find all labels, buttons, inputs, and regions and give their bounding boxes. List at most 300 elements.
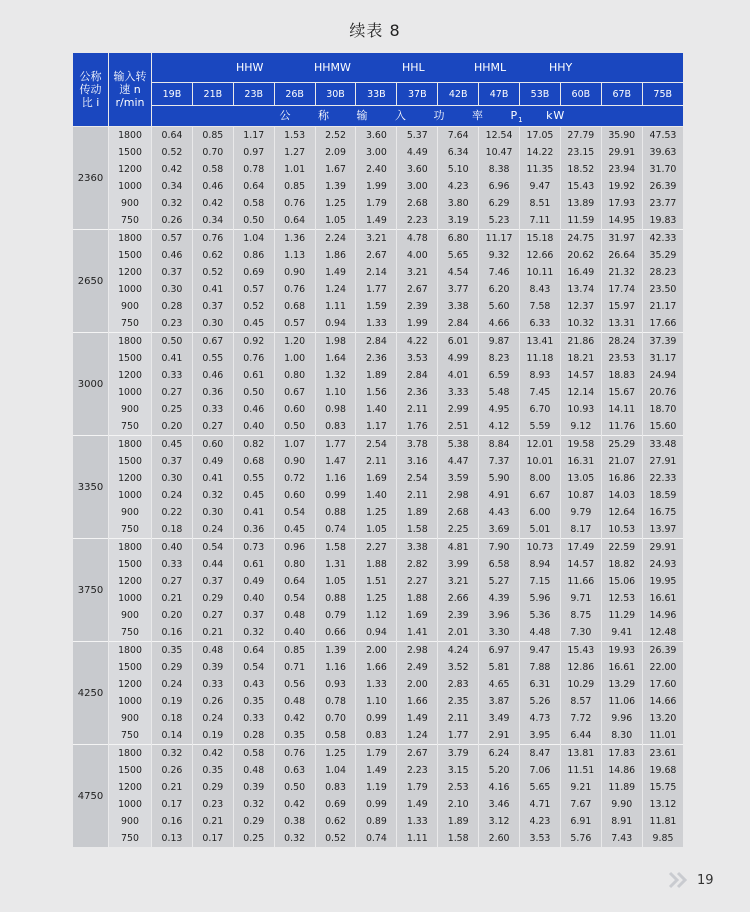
power-value-cell: 0.67 xyxy=(274,384,315,401)
power-value-cell: 5.60 xyxy=(479,298,520,315)
power-value-cell: 0.38 xyxy=(274,813,315,830)
power-value-cell: 9.32 xyxy=(479,247,520,264)
power-value-cell: 1.33 xyxy=(397,813,438,830)
power-value-cell: 7.46 xyxy=(479,264,520,281)
table-row xyxy=(73,281,684,298)
power-value-cell: 0.64 xyxy=(274,573,315,590)
speed-cell: 1800 xyxy=(109,333,152,351)
table-row xyxy=(73,624,684,642)
power-value-cell: 0.35 xyxy=(274,727,315,745)
power-value-cell: 18.59 xyxy=(642,487,683,504)
power-value-cell: 0.97 xyxy=(233,144,274,161)
size-header-cell: 23B xyxy=(233,83,274,106)
ratio-cell: 3000 xyxy=(73,333,109,436)
table-row xyxy=(73,487,684,504)
power-value-cell: 0.96 xyxy=(274,539,315,557)
power-value-cell: 0.90 xyxy=(274,264,315,281)
power-value-cell: 28.23 xyxy=(642,264,683,281)
power-value-cell: 27.79 xyxy=(560,127,601,145)
power-value-cell: 9.71 xyxy=(560,590,601,607)
power-value-cell: 1.27 xyxy=(274,144,315,161)
power-value-cell: 0.66 xyxy=(315,624,356,642)
power-value-cell: 0.55 xyxy=(192,350,233,367)
power-value-cell: 0.83 xyxy=(315,779,356,796)
power-value-cell: 4.78 xyxy=(397,230,438,248)
power-value-cell: 0.46 xyxy=(233,401,274,418)
power-value-cell: 2.36 xyxy=(397,384,438,401)
power-value-cell: 0.13 xyxy=(152,830,193,847)
power-value-cell: 16.86 xyxy=(601,470,642,487)
power-value-cell: 1.41 xyxy=(397,624,438,642)
power-value-cell: 11.35 xyxy=(520,161,561,178)
power-value-cell: 14.96 xyxy=(642,607,683,624)
power-value-cell: 4.91 xyxy=(479,487,520,504)
power-value-cell: 13.97 xyxy=(642,521,683,539)
power-value-cell: 0.60 xyxy=(192,436,233,454)
power-value-cell: 1.66 xyxy=(356,659,397,676)
speed-cell: 750 xyxy=(109,830,152,847)
power-char: 率 xyxy=(471,109,484,123)
power-value-cell: 8.43 xyxy=(520,281,561,298)
power-value-cell: 6.44 xyxy=(560,727,601,745)
ratio-header-line-3: 比 i xyxy=(81,96,100,109)
power-value-cell: 2.52 xyxy=(315,127,356,145)
table-row xyxy=(73,161,684,178)
power-value-cell: 13.12 xyxy=(642,796,683,813)
power-value-cell: 0.27 xyxy=(192,418,233,436)
power-value-cell: 6.01 xyxy=(438,333,479,351)
power-value-cell: 0.40 xyxy=(152,539,193,557)
power-value-cell: 47.53 xyxy=(642,127,683,145)
power-value-cell: 1.79 xyxy=(356,745,397,763)
table-row xyxy=(73,693,684,710)
power-value-cell: 0.80 xyxy=(274,556,315,573)
power-value-cell: 3.52 xyxy=(438,659,479,676)
power-value-cell: 0.35 xyxy=(152,642,193,660)
power-value-cell: 0.23 xyxy=(192,796,233,813)
power-value-cell: 1.10 xyxy=(315,384,356,401)
power-value-cell: 12.37 xyxy=(560,298,601,315)
speed-cell: 1200 xyxy=(109,470,152,487)
power-value-cell: 5.38 xyxy=(438,436,479,454)
power-value-cell: 4.12 xyxy=(479,418,520,436)
power-value-cell: 0.40 xyxy=(233,590,274,607)
power-value-cell: 0.78 xyxy=(315,693,356,710)
power-value-cell: 2.67 xyxy=(397,281,438,298)
power-value-cell: 1.39 xyxy=(315,642,356,660)
power-value-cell: 31.97 xyxy=(601,230,642,248)
power-value-cell: 0.41 xyxy=(192,281,233,298)
size-header-cell: 37B xyxy=(397,83,438,106)
power-value-cell: 15.18 xyxy=(520,230,561,248)
table-row xyxy=(73,470,684,487)
power-value-cell: 0.42 xyxy=(274,710,315,727)
power-value-cell: 4.16 xyxy=(479,779,520,796)
power-value-cell: 0.16 xyxy=(152,813,193,830)
speed-cell: 750 xyxy=(109,418,152,436)
power-value-cell: 0.43 xyxy=(233,676,274,693)
power-value-cell: 27.91 xyxy=(642,453,683,470)
power-value-cell: 0.32 xyxy=(152,195,193,212)
power-value-cell: 2.11 xyxy=(397,401,438,418)
power-value-cell: 0.21 xyxy=(192,624,233,642)
power-value-cell: 3.53 xyxy=(397,350,438,367)
power-value-cell: 2.39 xyxy=(397,298,438,315)
power-value-cell: 0.62 xyxy=(315,813,356,830)
power-value-cell: 1.89 xyxy=(356,367,397,384)
power-value-cell: 1.77 xyxy=(438,727,479,745)
power-value-cell: 0.42 xyxy=(152,161,193,178)
power-value-cell: 2.00 xyxy=(397,676,438,693)
power-value-cell: 6.80 xyxy=(438,230,479,248)
power-value-cell: 24.94 xyxy=(642,367,683,384)
power-value-cell: 12.48 xyxy=(642,624,683,642)
speed-column-header xyxy=(109,53,152,127)
power-value-cell: 0.25 xyxy=(152,401,193,418)
power-value-cell: 9.47 xyxy=(520,178,561,195)
power-value-cell: 19.95 xyxy=(642,573,683,590)
ratio-header-line-2: 传动 xyxy=(79,83,102,96)
table-row xyxy=(73,556,684,573)
power-value-cell: 0.52 xyxy=(152,144,193,161)
power-value-cell: 6.97 xyxy=(479,642,520,660)
power-value-cell: 0.50 xyxy=(274,779,315,796)
power-value-cell: 7.45 xyxy=(520,384,561,401)
power-value-cell: 0.80 xyxy=(274,367,315,384)
power-value-cell: 2.11 xyxy=(438,710,479,727)
power-value-cell: 0.20 xyxy=(152,418,193,436)
power-value-cell: 9.90 xyxy=(601,796,642,813)
power-value-cell: 26.39 xyxy=(642,178,683,195)
power-value-cell: 7.37 xyxy=(479,453,520,470)
power-value-cell: 12.86 xyxy=(560,659,601,676)
power-value-cell: 28.24 xyxy=(601,333,642,351)
table-row xyxy=(73,212,684,230)
power-value-cell: 4.01 xyxy=(438,367,479,384)
power-value-cell: 0.61 xyxy=(233,556,274,573)
speed-cell: 900 xyxy=(109,504,152,521)
speed-cell: 900 xyxy=(109,298,152,315)
power-value-cell: 1.98 xyxy=(315,333,356,351)
power-value-cell: 21.17 xyxy=(642,298,683,315)
table-row xyxy=(73,762,684,779)
speed-cell: 1800 xyxy=(109,539,152,557)
power-value-cell: 2.00 xyxy=(356,642,397,660)
power-value-cell: 9.41 xyxy=(601,624,642,642)
power-value-cell: 31.17 xyxy=(642,350,683,367)
rated-power-header xyxy=(152,106,684,127)
power-value-cell: 11.89 xyxy=(601,779,642,796)
power-value-cell: 0.68 xyxy=(274,298,315,315)
table-row xyxy=(73,178,684,195)
power-value-cell: 0.28 xyxy=(152,298,193,315)
power-value-cell: 0.41 xyxy=(152,350,193,367)
speed-cell: 1800 xyxy=(109,745,152,763)
power-value-cell: 0.76 xyxy=(274,745,315,763)
power-value-cell: 1.33 xyxy=(356,315,397,333)
power-value-cell: 18.83 xyxy=(601,367,642,384)
speed-cell: 1500 xyxy=(109,556,152,573)
power-value-cell: 3.60 xyxy=(356,127,397,145)
power-value-cell: 2.67 xyxy=(397,745,438,763)
power-value-cell: 0.50 xyxy=(152,333,193,351)
power-value-cell: 0.17 xyxy=(152,796,193,813)
power-value-cell: 7.11 xyxy=(520,212,561,230)
power-value-cell: 8.84 xyxy=(479,436,520,454)
power-value-cell: 13.81 xyxy=(560,745,601,763)
power-value-cell: 0.21 xyxy=(192,813,233,830)
power-value-cell: 2.82 xyxy=(397,556,438,573)
size-header-cell: 21B xyxy=(192,83,233,106)
power-value-cell: 0.30 xyxy=(152,281,193,298)
table-row xyxy=(73,367,684,384)
power-value-cell: 13.74 xyxy=(560,281,601,298)
power-unit: kW xyxy=(546,109,566,123)
power-value-cell: 17.05 xyxy=(520,127,561,145)
model-groups-header xyxy=(152,53,684,83)
table-row xyxy=(73,401,684,418)
power-value-cell: 1.13 xyxy=(274,247,315,264)
power-value-cell: 0.58 xyxy=(233,195,274,212)
power-value-cell: 21.86 xyxy=(560,333,601,351)
power-value-cell: 11.17 xyxy=(479,230,520,248)
power-value-cell: 6.96 xyxy=(479,178,520,195)
power-value-cell: 37.39 xyxy=(642,333,683,351)
power-value-cell: 0.14 xyxy=(152,727,193,745)
power-value-cell: 0.28 xyxy=(233,727,274,745)
power-value-cell: 0.58 xyxy=(192,161,233,178)
group-label-hhml: HHML xyxy=(474,61,507,74)
power-value-cell: 3.87 xyxy=(479,693,520,710)
power-value-cell: 0.32 xyxy=(233,624,274,642)
power-value-cell: 0.50 xyxy=(233,384,274,401)
power-value-cell: 0.76 xyxy=(274,195,315,212)
power-value-cell: 22.33 xyxy=(642,470,683,487)
power-value-cell: 6.58 xyxy=(479,556,520,573)
power-value-cell: 0.99 xyxy=(356,710,397,727)
power-value-cell: 26.39 xyxy=(642,642,683,660)
table-row xyxy=(73,504,684,521)
power-value-cell: 0.41 xyxy=(233,504,274,521)
power-value-cell: 0.89 xyxy=(356,813,397,830)
power-value-cell: 0.83 xyxy=(356,727,397,745)
power-value-cell: 29.91 xyxy=(601,144,642,161)
power-value-cell: 18.82 xyxy=(601,556,642,573)
power-value-cell: 1.89 xyxy=(438,813,479,830)
power-value-cell: 0.64 xyxy=(233,178,274,195)
power-value-cell: 15.97 xyxy=(601,298,642,315)
power-value-cell: 8.23 xyxy=(479,350,520,367)
power-value-cell: 2.51 xyxy=(438,418,479,436)
power-value-cell: 23.77 xyxy=(642,195,683,212)
power-char: 入 xyxy=(394,109,407,123)
power-value-cell: 2.09 xyxy=(315,144,356,161)
power-value-cell: 0.46 xyxy=(152,247,193,264)
power-value-cell: 0.79 xyxy=(315,607,356,624)
power-value-cell: 0.37 xyxy=(152,264,193,281)
table-row xyxy=(73,727,684,745)
speed-cell: 1000 xyxy=(109,281,152,298)
page-number: 19 xyxy=(697,873,714,888)
power-value-cell: 6.70 xyxy=(520,401,561,418)
power-value-cell: 4.95 xyxy=(479,401,520,418)
ratio-cell: 2360 xyxy=(73,127,109,230)
power-value-cell: 21.07 xyxy=(601,453,642,470)
speed-cell: 1200 xyxy=(109,676,152,693)
power-value-cell: 0.42 xyxy=(192,195,233,212)
power-value-cell: 0.26 xyxy=(152,212,193,230)
power-value-cell: 0.93 xyxy=(315,676,356,693)
power-value-cell: 0.54 xyxy=(233,659,274,676)
power-value-cell: 0.29 xyxy=(233,813,274,830)
speed-cell: 1500 xyxy=(109,659,152,676)
power-value-cell: 2.84 xyxy=(356,333,397,351)
power-value-cell: 2.25 xyxy=(438,521,479,539)
speed-cell: 750 xyxy=(109,624,152,642)
power-value-cell: 1.17 xyxy=(233,127,274,145)
power-value-cell: 0.85 xyxy=(192,127,233,145)
power-value-cell: 7.43 xyxy=(601,830,642,847)
power-value-cell: 4.23 xyxy=(520,813,561,830)
power-value-cell: 0.29 xyxy=(192,779,233,796)
power-value-cell: 2.11 xyxy=(356,453,397,470)
table-row xyxy=(73,333,684,351)
power-value-cell: 5.10 xyxy=(438,161,479,178)
power-value-cell: 7.64 xyxy=(438,127,479,145)
power-value-cell: 5.26 xyxy=(520,693,561,710)
speed-header-line-2: 速 n xyxy=(119,83,141,96)
power-value-cell: 0.57 xyxy=(233,281,274,298)
power-value-cell: 2.68 xyxy=(438,504,479,521)
power-char: 公 xyxy=(279,109,292,123)
table-row xyxy=(73,384,684,401)
power-value-cell: 0.24 xyxy=(192,521,233,539)
power-value-cell: 8.17 xyxy=(560,521,601,539)
power-value-cell: 0.62 xyxy=(192,247,233,264)
power-value-cell: 4.54 xyxy=(438,264,479,281)
power-value-cell: 3.96 xyxy=(479,607,520,624)
power-value-cell: 9.12 xyxy=(560,418,601,436)
power-value-cell: 2.60 xyxy=(479,830,520,847)
power-value-cell: 0.37 xyxy=(192,573,233,590)
power-value-cell: 29.91 xyxy=(642,539,683,557)
power-value-cell: 4.49 xyxy=(397,144,438,161)
power-value-cell: 9.47 xyxy=(520,642,561,660)
power-value-cell: 6.67 xyxy=(520,487,561,504)
power-value-cell: 7.30 xyxy=(560,624,601,642)
power-value-cell: 10.73 xyxy=(520,539,561,557)
power-value-cell: 2.01 xyxy=(438,624,479,642)
power-value-cell: 0.26 xyxy=(152,762,193,779)
power-value-cell: 0.35 xyxy=(192,762,233,779)
power-value-cell: 0.29 xyxy=(152,659,193,676)
power-value-cell: 0.33 xyxy=(233,710,274,727)
power-value-cell: 0.73 xyxy=(233,539,274,557)
power-value-cell: 0.71 xyxy=(274,659,315,676)
power-value-cell: 1.36 xyxy=(274,230,315,248)
size-header-cell: 47B xyxy=(479,83,520,106)
power-value-cell: 1.00 xyxy=(274,350,315,367)
power-value-cell: 0.52 xyxy=(192,264,233,281)
power-value-cell: 1.77 xyxy=(356,281,397,298)
power-value-cell: 0.34 xyxy=(152,178,193,195)
power-value-cell: 13.89 xyxy=(560,195,601,212)
power-value-cell: 4.24 xyxy=(438,642,479,660)
power-value-cell: 20.62 xyxy=(560,247,601,264)
power-value-cell: 0.74 xyxy=(315,521,356,539)
power-value-cell: 2.27 xyxy=(356,539,397,557)
power-value-cell: 0.37 xyxy=(233,607,274,624)
power-value-cell: 8.30 xyxy=(601,727,642,745)
power-value-cell: 6.31 xyxy=(520,676,561,693)
power-value-cell: 0.19 xyxy=(192,727,233,745)
power-value-cell: 26.64 xyxy=(601,247,642,264)
table-row xyxy=(73,642,684,660)
power-value-cell: 4.47 xyxy=(438,453,479,470)
speed-cell: 900 xyxy=(109,401,152,418)
power-value-cell: 4.23 xyxy=(438,178,479,195)
power-value-cell: 6.59 xyxy=(479,367,520,384)
ratio-cell: 4750 xyxy=(73,745,109,848)
power-value-cell: 2.36 xyxy=(356,350,397,367)
power-value-cell: 1.05 xyxy=(315,212,356,230)
power-value-cell: 0.83 xyxy=(315,418,356,436)
speed-cell: 1200 xyxy=(109,264,152,281)
power-value-cell: 1.49 xyxy=(397,796,438,813)
power-value-cell: 2.35 xyxy=(438,693,479,710)
power-value-cell: 11.01 xyxy=(642,727,683,745)
power-value-cell: 0.99 xyxy=(356,796,397,813)
power-value-cell: 0.24 xyxy=(192,710,233,727)
power-value-cell: 1.76 xyxy=(397,418,438,436)
speed-cell: 1800 xyxy=(109,436,152,454)
power-value-cell: 11.51 xyxy=(560,762,601,779)
power-value-cell: 2.68 xyxy=(397,195,438,212)
size-header-cell: 30B xyxy=(315,83,356,106)
group-label-hhmw: HHMW xyxy=(314,61,351,74)
power-value-cell: 1.51 xyxy=(356,573,397,590)
power-value-cell: 0.85 xyxy=(274,642,315,660)
power-value-cell: 0.54 xyxy=(192,539,233,557)
power-value-cell: 6.00 xyxy=(520,504,561,521)
power-value-cell: 0.69 xyxy=(315,796,356,813)
table-row xyxy=(73,745,684,763)
power-value-cell: 0.32 xyxy=(274,830,315,847)
power-value-cell: 19.92 xyxy=(601,178,642,195)
size-header-cell: 60B xyxy=(560,83,601,106)
power-value-cell: 12.14 xyxy=(560,384,601,401)
speed-cell: 900 xyxy=(109,607,152,624)
power-value-cell: 0.54 xyxy=(274,590,315,607)
power-value-cell: 3.99 xyxy=(438,556,479,573)
power-value-cell: 1.67 xyxy=(315,161,356,178)
power-value-cell: 13.20 xyxy=(642,710,683,727)
speed-cell: 1800 xyxy=(109,642,152,660)
power-value-cell: 0.58 xyxy=(233,745,274,763)
power-value-cell: 16.31 xyxy=(560,453,601,470)
power-value-cell: 2.39 xyxy=(438,607,479,624)
power-value-cell: 0.78 xyxy=(233,161,274,178)
power-value-cell: 3.95 xyxy=(520,727,561,745)
power-value-cell: 0.86 xyxy=(233,247,274,264)
power-value-cell: 0.69 xyxy=(233,264,274,281)
power-value-cell: 0.32 xyxy=(152,745,193,763)
table-row xyxy=(73,298,684,315)
power-value-cell: 1.25 xyxy=(356,504,397,521)
power-value-cell: 0.56 xyxy=(274,676,315,693)
power-value-cell: 15.75 xyxy=(642,779,683,796)
power-value-cell: 4.22 xyxy=(397,333,438,351)
